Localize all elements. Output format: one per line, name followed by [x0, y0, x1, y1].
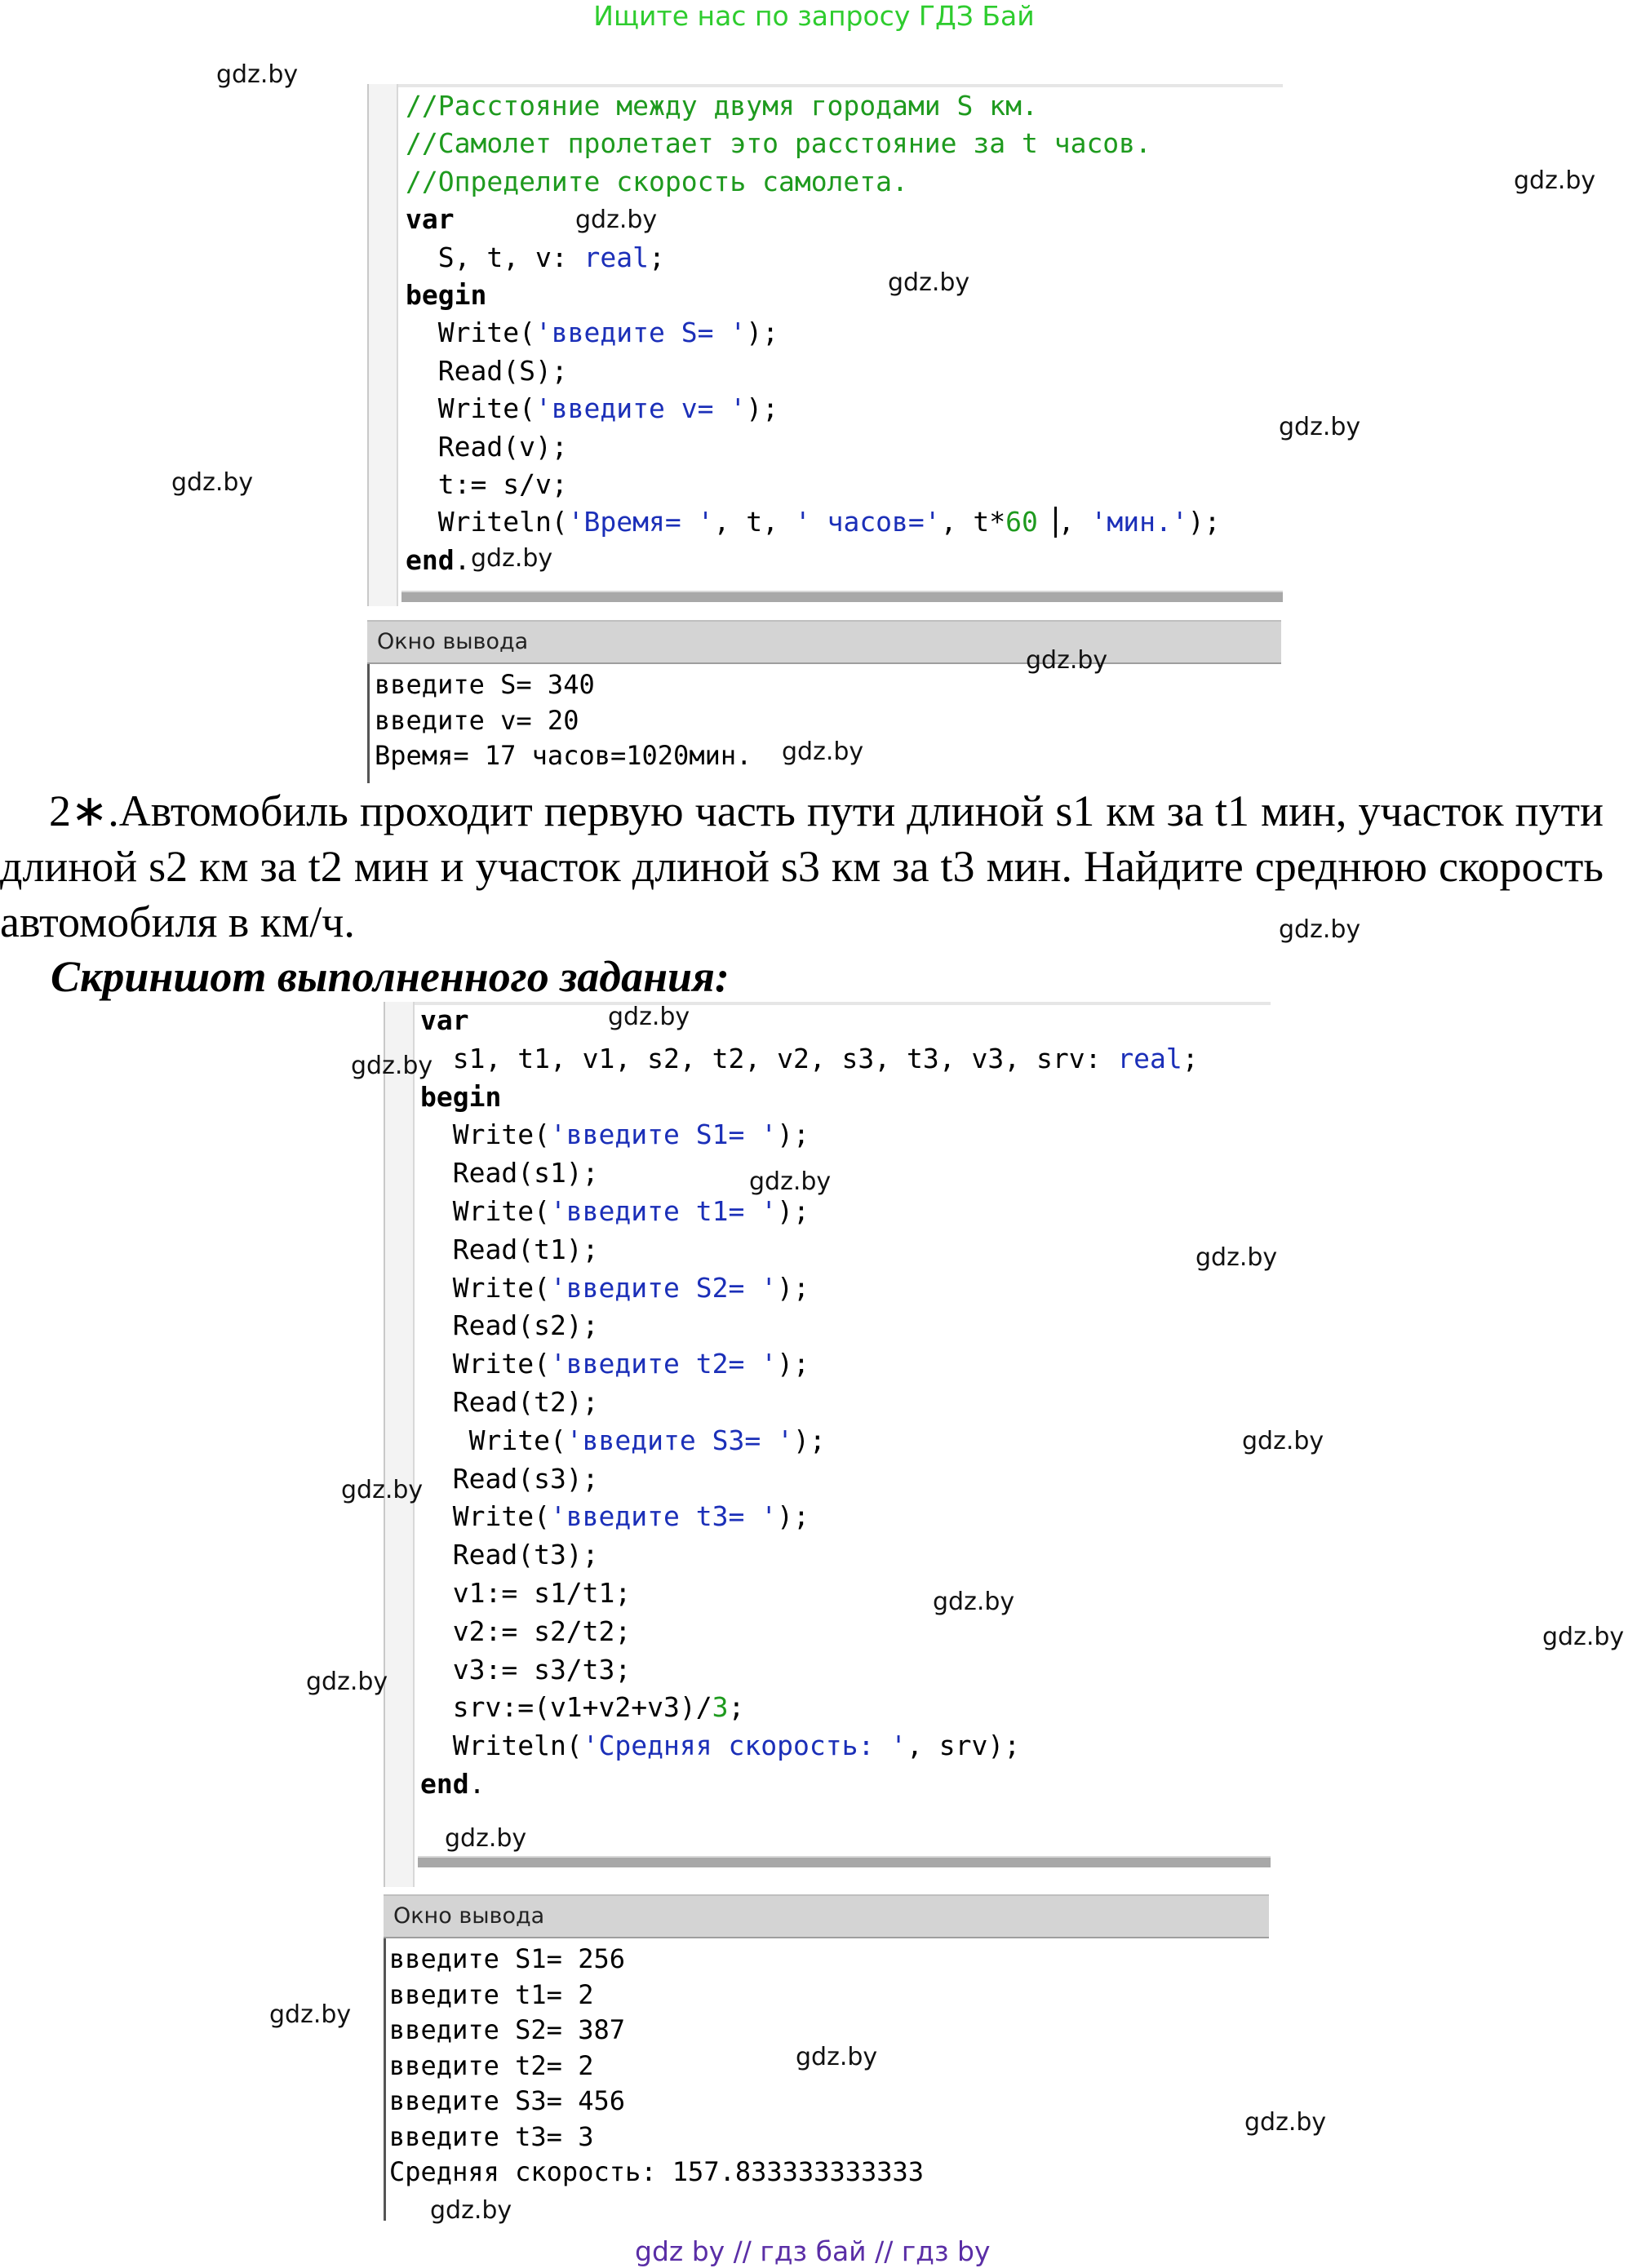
code-token: var — [406, 203, 455, 236]
code-token: Write( — [420, 1424, 566, 1456]
watermark: gdz.by — [445, 1824, 527, 1853]
code-token: Read(S); — [406, 354, 568, 387]
watermark: gdz.by — [1279, 915, 1361, 944]
text-cursor — [1054, 507, 1057, 538]
code-line[interactable] — [420, 1116, 1199, 1154]
output-line: введите v= 20 — [375, 704, 579, 736]
task-statement: 2∗.Автомобиль проходит первую часть пути длиной s1 км за t1 мин, участок пути длиной s2 км за t2 мин и участок длиной s3 км за t3 мин. Найдите среднюю скорость автомобиля в км/ч. — [0, 786, 1604, 946]
horizontal-scrollbar[interactable] — [418, 1856, 1271, 1867]
code-token: Writeln( — [420, 1730, 583, 1762]
watermark: gdz.by — [430, 2196, 512, 2225]
watermark: gdz.by — [749, 1167, 832, 1196]
code-token: 'введите t2= ' — [549, 1348, 778, 1380]
code-token: ; — [1182, 1042, 1199, 1074]
code-token: 60 — [1005, 506, 1038, 538]
code-line[interactable] — [420, 1575, 1199, 1613]
code-token: Read(t1); — [420, 1233, 599, 1265]
output-line: введите t2= 2 — [389, 2049, 594, 2081]
code-token: Write( — [406, 317, 535, 349]
watermark: gdz.by — [269, 2000, 352, 2029]
code-line[interactable] — [420, 1689, 1199, 1727]
code-line[interactable] — [406, 390, 1220, 427]
code-line[interactable] — [406, 428, 1220, 466]
task-heading: Скриншот выполненного задания: — [51, 952, 730, 1001]
code-line[interactable] — [420, 1345, 1199, 1384]
code-line[interactable] — [420, 1765, 1199, 1804]
code-line[interactable] — [406, 163, 1220, 201]
code-token: end — [420, 1767, 469, 1800]
code-token: v3:= s3/t3; — [420, 1653, 632, 1685]
code-line[interactable] — [420, 1002, 1199, 1040]
code-line[interactable] — [420, 1231, 1199, 1269]
output-line: введите S= 340 — [375, 669, 595, 700]
code-line[interactable] — [406, 125, 1220, 162]
code-line[interactable] — [420, 1536, 1199, 1575]
watermark: gdz.by — [216, 60, 299, 89]
code-line[interactable] — [420, 1613, 1199, 1651]
code-token: 'введите v= ' — [535, 392, 747, 425]
output-window-title: Окно вывода — [367, 620, 1281, 664]
code-token: srv:=(v1+v2+v3)/ — [420, 1691, 712, 1724]
code-token: ; — [649, 241, 665, 273]
watermark: gdz.by — [782, 738, 864, 766]
watermark: gdz.by — [796, 2043, 878, 2071]
code-line[interactable] — [420, 1307, 1199, 1345]
code-line[interactable] — [406, 239, 1220, 277]
code-token: S, t, v: — [406, 241, 584, 273]
code-token: Write( — [420, 1194, 550, 1227]
output-line: введите t1= 2 — [389, 1978, 594, 2010]
code-token: 'введите t3= ' — [549, 1500, 778, 1533]
code-token: ); — [777, 1194, 810, 1227]
code-token: //Расстояние между двумя городами S км. — [406, 90, 1038, 122]
code-token: 'введите S1= ' — [549, 1118, 778, 1151]
code-token: Write( — [420, 1500, 550, 1533]
code-token: ); — [777, 1500, 810, 1533]
editor-gutter — [385, 1002, 415, 1887]
code-token: //Определите скорость самолета. — [406, 165, 908, 197]
code-token: 'Время= ' — [567, 506, 714, 538]
code-token: Read(s2); — [420, 1309, 599, 1342]
watermark: gdz.by — [608, 1003, 690, 1031]
output-line: введите S3= 456 — [389, 2085, 625, 2116]
code-token: 'мин.' — [1090, 506, 1188, 538]
watermark: gdz.by — [933, 1588, 1015, 1616]
output-window-title: Окно вывода — [384, 1894, 1269, 1938]
code-token: . — [454, 543, 471, 576]
code-token: 'введите S= ' — [535, 317, 747, 349]
code-token: , — [1058, 506, 1091, 538]
code-token: Write( — [406, 392, 535, 425]
code-line[interactable] — [420, 1040, 1199, 1079]
editor-gutter — [369, 84, 398, 606]
watermark: gdz.by — [1542, 1623, 1625, 1651]
code-token: ); — [777, 1271, 810, 1304]
code-token: 3 — [712, 1691, 729, 1724]
code-token: end — [406, 543, 455, 576]
code-token: begin — [420, 1080, 502, 1113]
code-lines[interactable] — [406, 87, 1220, 579]
code-token: Read(s3); — [420, 1462, 599, 1495]
code-line[interactable] — [420, 1422, 1199, 1460]
code-token: Write( — [420, 1271, 550, 1304]
code-token: Read(t3); — [420, 1539, 599, 1571]
watermark: gdz.by — [1026, 646, 1108, 675]
code-line[interactable] — [406, 466, 1220, 503]
watermark: gdz.by — [888, 268, 970, 297]
code-token: 'введите t1= ' — [549, 1194, 778, 1227]
code-token: ); — [746, 317, 779, 349]
code-token: ; — [728, 1691, 745, 1724]
watermark: gdz.by — [1244, 2108, 1327, 2137]
horizontal-scrollbar[interactable] — [401, 591, 1283, 602]
output-text — [375, 667, 752, 774]
code-token: 'введите S3= ' — [566, 1424, 793, 1456]
code-token: ); — [777, 1348, 810, 1380]
code-token: t:= s/v; — [406, 468, 568, 501]
code-line[interactable] — [406, 352, 1220, 390]
code-token: Write( — [420, 1118, 550, 1151]
code-token: ); — [746, 392, 779, 425]
watermark: gdz.by — [341, 1476, 424, 1504]
code-token: , srv); — [907, 1730, 1021, 1762]
code-token: , t* — [940, 506, 1006, 538]
code-token: ); — [792, 1424, 826, 1456]
code-line[interactable] — [420, 1460, 1199, 1499]
code-token: begin — [406, 279, 487, 312]
code-token: . — [468, 1767, 486, 1800]
watermark: gdz.by — [575, 206, 658, 234]
code-token: Write( — [420, 1348, 550, 1380]
code-token — [1038, 506, 1054, 538]
code-line[interactable] — [406, 201, 1220, 238]
watermark: gdz.by — [471, 544, 553, 573]
code-token: 'Средняя скорость: ' — [582, 1730, 907, 1762]
output-line: введите S1= 256 — [389, 1943, 625, 1974]
footer-links: gdz by // гдз бай // гдз by — [635, 2235, 991, 2267]
search-hint-banner: Ищите нас по запросу ГДЗ Бай — [593, 0, 1035, 32]
code-token: real — [1117, 1042, 1182, 1074]
code-editor-1[interactable] — [367, 84, 1283, 606]
code-token: v1:= s1/t1; — [420, 1576, 632, 1609]
code-token: ); — [777, 1118, 810, 1151]
output-line: Время= 17 часов=1020мин. — [375, 740, 752, 771]
code-line[interactable] — [406, 503, 1220, 541]
watermark: gdz.by — [351, 1052, 433, 1080]
code-line[interactable] — [420, 1384, 1199, 1422]
code-line[interactable] — [420, 1193, 1199, 1231]
code-token: s1, t1, v1, s2, t2, v2, s3, t3, v3, srv: — [420, 1042, 1118, 1074]
output-line: Средняя скорость: 157.833333333333 — [389, 2156, 925, 2187]
watermark: gdz.by — [306, 1668, 388, 1696]
watermark: gdz.by — [1514, 166, 1596, 195]
code-token: real — [583, 241, 650, 273]
output-line: введите S2= 387 — [389, 2014, 625, 2045]
output-line: введите t3= 3 — [389, 2120, 594, 2152]
code-token: 'введите S2= ' — [549, 1271, 778, 1304]
code-line[interactable] — [420, 1079, 1199, 1117]
code-line[interactable] — [406, 87, 1220, 125]
code-line[interactable] — [406, 314, 1220, 352]
watermark: gdz.by — [1195, 1243, 1278, 1272]
code-token: , t, — [713, 506, 795, 538]
code-line[interactable] — [406, 277, 1220, 314]
code-line[interactable] — [420, 1727, 1199, 1765]
code-token: Writeln( — [406, 506, 568, 538]
code-editor-2[interactable] — [384, 1002, 1271, 1887]
watermark: gdz.by — [1279, 413, 1361, 441]
code-token: ' часов=' — [794, 506, 941, 538]
code-token: Read(s1); — [420, 1157, 599, 1189]
code-line[interactable] — [420, 1269, 1199, 1308]
code-line[interactable] — [420, 1651, 1199, 1690]
code-lines[interactable] — [420, 1002, 1199, 1804]
watermark: gdz.by — [171, 468, 254, 497]
code-token: var — [420, 1004, 469, 1036]
code-token: Read(v); — [406, 430, 568, 463]
code-token: //Самолет пролетает это расстояние за t часов. — [406, 127, 1151, 160]
code-token: v2:= s2/t2; — [420, 1615, 632, 1647]
code-token: Read(t2); — [420, 1385, 599, 1418]
code-line[interactable] — [420, 1498, 1199, 1536]
code-token: ); — [1187, 506, 1221, 538]
watermark: gdz.by — [1242, 1427, 1324, 1455]
